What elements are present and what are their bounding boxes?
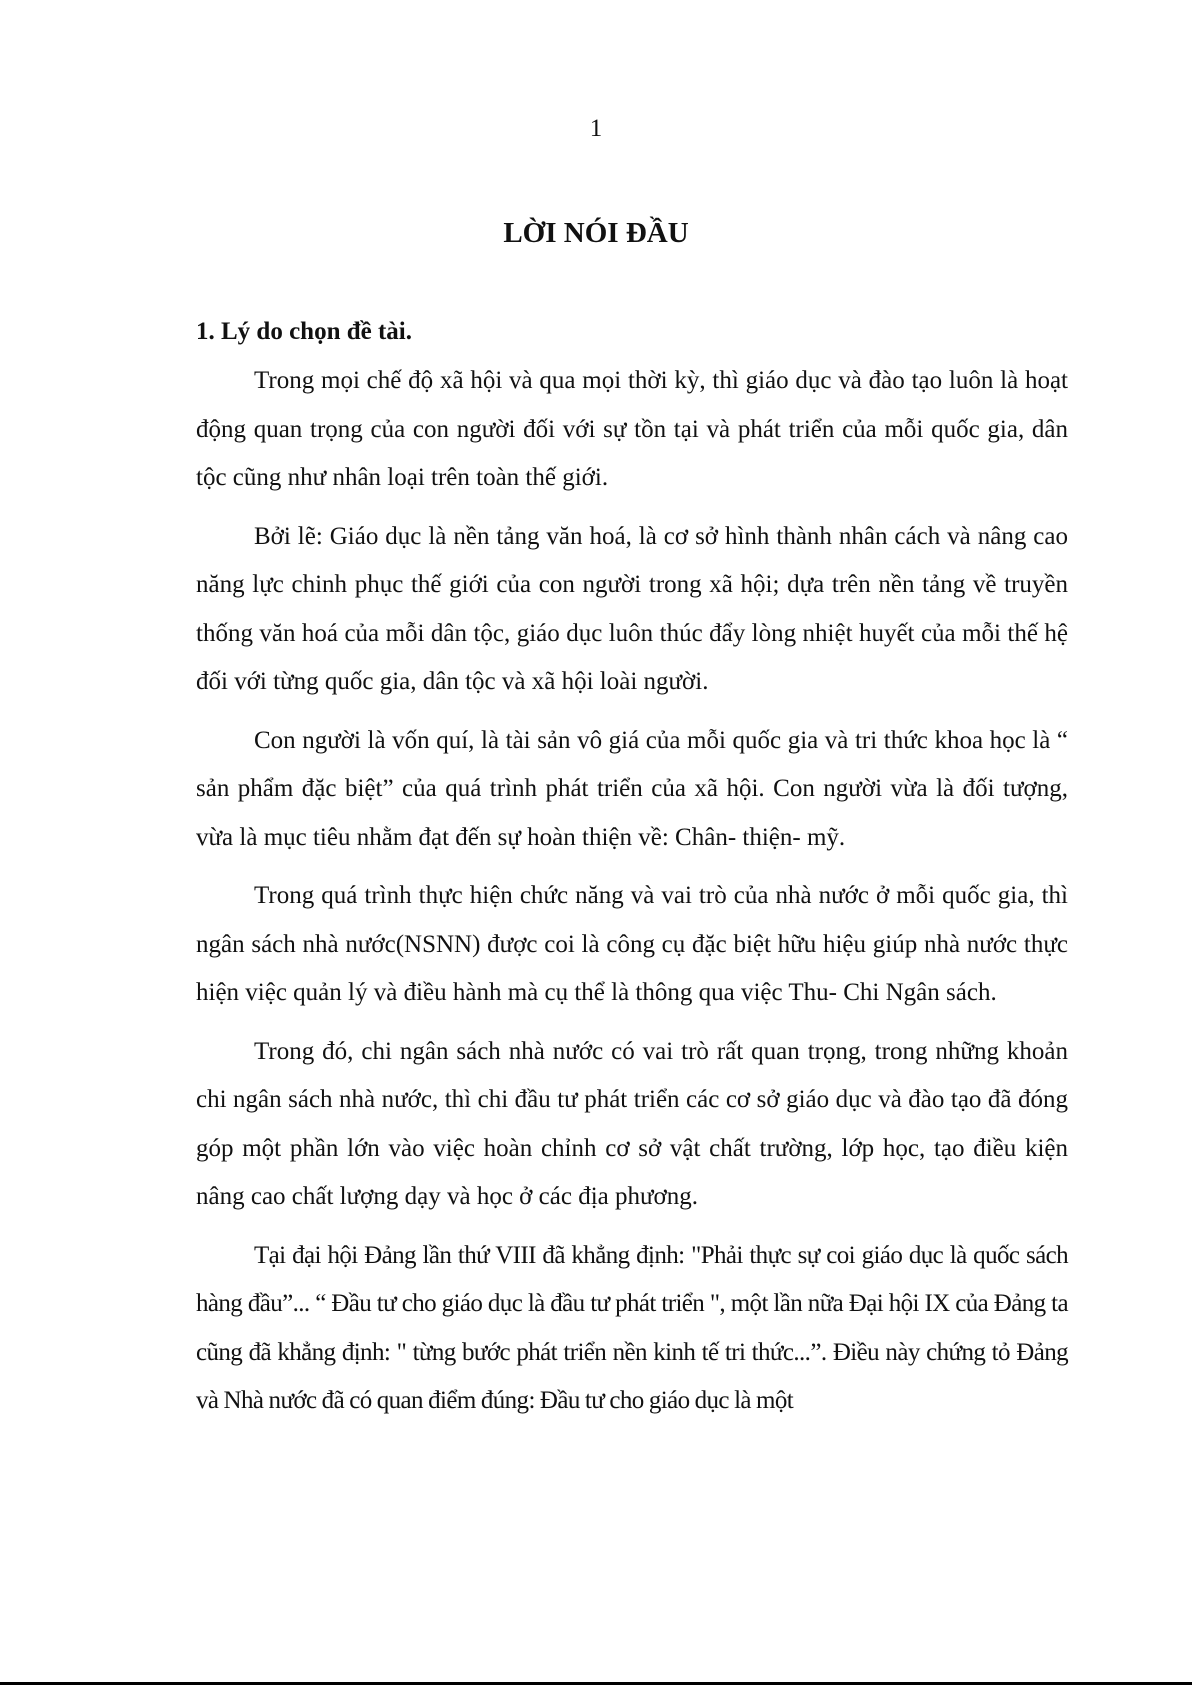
paragraph-1: Trong mọi chế độ xã hội và qua mọi thời kỳ, thì giáo dục và đào tạo luôn là hoạt động quan trọng của con người đối với sự tồn tại và phát triển của mỗi quốc gia, dân tộc cũng như nhân loại trên toàn thế giới. bbox=[196, 367, 1068, 491]
paragraph-5: Trong đó, chi ngân sách nhà nước có vai trò rất quan trọng, trong những khoản chi ngân sách nhà nước, thì chi đầu tư phát triển các cơ sở giáo dục và đào tạo đã đóng góp một phần lớn vào việc hoàn chỉnh cơ sở vật chất trường, lớp học, tạo điều kiện nâng cao chất lượng dạy và học ở các địa phương. bbox=[196, 1037, 1068, 1210]
document-body bbox=[196, 313, 1068, 1436]
paragraph-4: Trong quá trình thực hiện chức năng và vai trò của nhà nước ở mỗi quốc gia, thì ngân sách nhà nước(NSNN) được coi là công cụ đặc biệt hữu hiệu giúp nhà nước thực hiện việc quản lý và điều hành mà cụ thể là thông qua việc Thu- Chi Ngân sách. bbox=[196, 882, 1068, 1006]
page-number: 1 bbox=[589, 115, 603, 142]
paragraph-6: Tại đại hội Đảng lần thứ VIII đã khẳng định: "Phải thực sự coi giáo dục là quốc sách hàng đầu”... “ Đầu tư cho giáo dục là đầu tư phát triển ", một lần nữa Đại hội IX của Đảng ta cũng đã khẳng định: " từng bước phát triển nền kinh tế tri thức...”. Điều này chứng tỏ Đảng và Nhà nước đã có quan điểm đúng: Đầu tư cho giáo dục là một bbox=[196, 1241, 1068, 1414]
document-title: LỜI NÓI ĐẦU bbox=[503, 217, 689, 249]
paragraph-2: Bởi lẽ: Giáo dục là nền tảng văn hoá, là cơ sở hình thành nhân cách và nâng cao năng lực chinh phục thế giới của con người trong xã hội; dựa trên nền tảng về truyền thống văn hoá của mỗi dân tộc, giáo dục luôn thúc đẩy lòng nhiệt huyết của mỗi thế hệ đối với từng quốc gia, dân tộc và xã hội loài người. bbox=[196, 522, 1068, 695]
paragraph-3: Con người là vốn quí, là tài sản vô giá của mỗi quốc gia và tri thức khoa học là “ sản phẩm đặc biệt” của quá trình phát triển của xã hội. Con người vừa là đối tượng, vừa là mục tiêu nhằm đạt đến sự hoàn thiện về: Chân- thiện- mỹ. bbox=[196, 726, 1068, 851]
section-heading: 1. Lý do chọn đề tài. bbox=[196, 318, 413, 345]
